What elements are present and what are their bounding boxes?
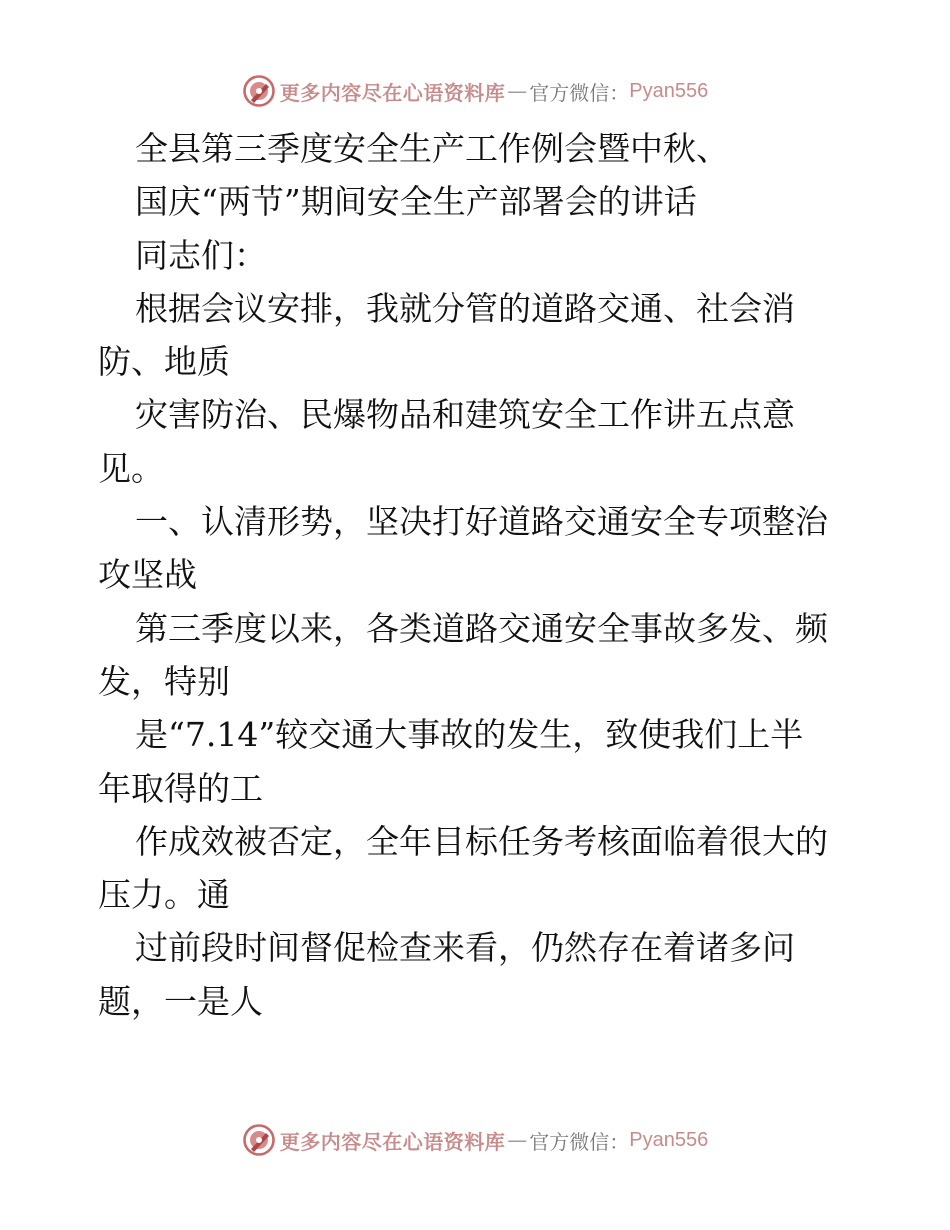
pen-seal-logo-icon	[242, 1123, 276, 1157]
header-watermark	[0, 71, 950, 111]
text-line: 作成效被否定，全年目标任务考核面临着很大的	[135, 821, 828, 861]
section-heading: 一、认清形势，坚决打好道路交通安全专项整治	[135, 502, 828, 542]
watermark-wechat-id: Pyan556	[629, 79, 709, 102]
text-line: 年取得的工	[98, 768, 263, 808]
text-line: 过前段时间督促检查来看，仍然存在着诸多问	[135, 928, 795, 968]
watermark-wechat-id: Pyan556	[629, 1128, 709, 1151]
salutation: 同志们：	[135, 235, 267, 275]
text-line: 发，特别	[98, 661, 230, 701]
section-heading-continued: 攻坚战	[98, 555, 197, 595]
text-line: 题，一是人	[98, 981, 263, 1021]
pen-seal-logo-icon	[242, 74, 276, 108]
text-line: 根据会议安排，我就分管的道路交通、社会消	[135, 288, 795, 328]
text-line: 防、地质	[98, 342, 230, 382]
watermark-separator: —	[507, 79, 528, 103]
watermark-text: 更多内容尽在心语资料库	[279, 1129, 506, 1154]
watermark-text: 更多内容尽在心语资料库	[279, 80, 506, 105]
text-line: 压力。通	[98, 875, 230, 915]
text-line: 见。	[98, 448, 164, 488]
watermark-label: 官方微信：	[529, 1129, 630, 1154]
watermark-label: 官方微信：	[529, 80, 630, 105]
title-line-2: 国庆“两节”期间安全生产部署会的讲话	[135, 182, 697, 222]
text-line: 灾害防治、民爆物品和建筑安全工作讲五点意	[135, 395, 795, 435]
document-body	[98, 122, 858, 1028]
text-line: 第三季度以来，各类道路交通安全事故多发、频	[135, 608, 828, 648]
watermark-separator: —	[507, 1128, 528, 1152]
text-line: 是“7.14”较交通大事故的发生，致使我们上半	[135, 715, 804, 755]
footer-watermark	[0, 1120, 950, 1160]
title-line-1: 全县第三季度安全生产工作例会暨中秋、	[135, 129, 729, 168]
